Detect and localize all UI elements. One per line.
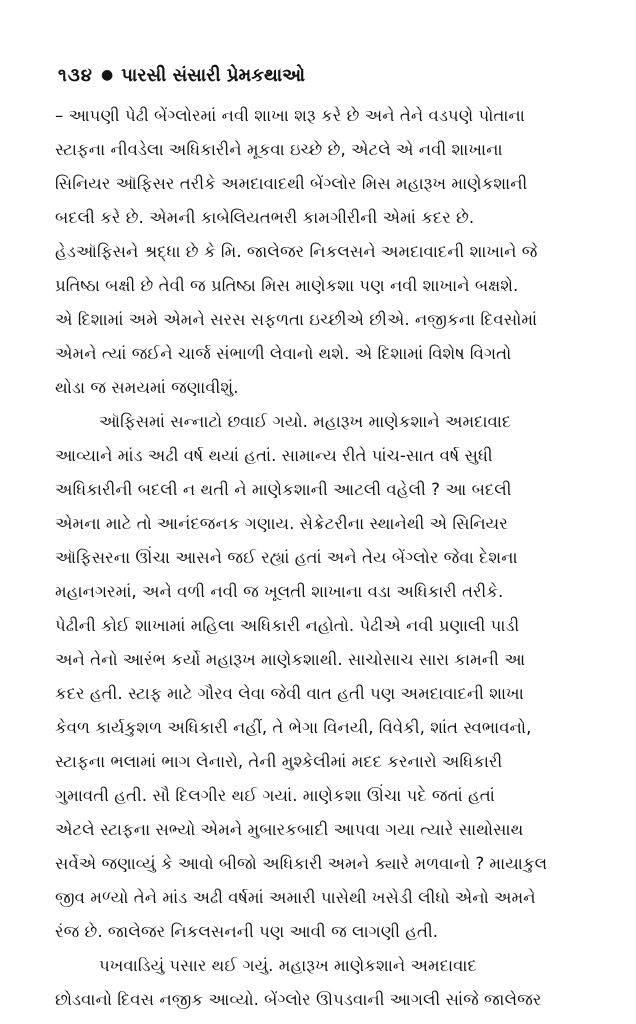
bullet-separator: ● [100, 67, 114, 83]
text-line: સિનિયર ઑફિસર તરીકે અમદાવાદથી બેંગ્લોર મિસ મહારૂખ માણેકશાની [55, 174, 528, 193]
text-line: એમને ત્યાં જઈને ચાર્જ સંભાળી લેવાનો થશે. એ દિશામાં વિશેષ વિગતો [55, 344, 512, 363]
text-line: અધિકારીની બદલી ન થતી ને માણેકશાની આટલી વહેલી ? આ બદલી [55, 480, 512, 499]
running-header [58, 60, 305, 90]
text-line: સ્ટાફના ભલામાં ભાગ લેનારો, તેની મુશ્કેલીમાં મદદ કરનારો અધિકારી [55, 752, 503, 771]
book-title: પારસી સંસારી પ્રેમકથાઓ [121, 64, 306, 86]
text-line: પખવાડિયું પસાર થઈ ગયું. મહારૂખ માણેકશાને અમદાવાદ [99, 956, 477, 975]
body-text [55, 99, 585, 1017]
text-line: ઑફિસમાં સન્નાટો છવાઈ ગયો. મહારૂખ માણેકશાને અમદાવાદ [99, 412, 512, 431]
text-line: ઑફિસરના ઊંચા આસને જઈ રહ્યાં હતાં અને તેય બેંગ્લોર જેવા દેશના [55, 548, 518, 567]
text-line: છોડવાનો દિવસ નજીક આવ્યો. બેંગ્લોર ઊપડવાની આગલી સાંજે જાલેજર [55, 990, 542, 1009]
text-line: રંજ છે. જાલેજર નિકલસનની પણ આવી જ લાગણી હતી. [55, 922, 439, 941]
text-line: બદલી કરે છે. એમની કાબેલિયતભરી કામગીરીની એમાં કદર છે. [55, 208, 475, 227]
text-line: ગુમાવતી હતી. સૌ દિલગીર થઈ ગયાં. માણેકશા ઊંચા પદે જતાં હતાં [55, 786, 495, 805]
text-line: એટલે સ્ટાફના સભ્યો એમને મુબારકબાદી આપવા ગયા ત્યારે સાથોસાથ [55, 820, 524, 839]
text-line: થોડા જ સમયમાં જણાવીશું. [55, 378, 239, 397]
text-line: અને તેનો આરંભ કર્યો મહારૂખ માણેકશાથી. સાચોસાચ સારા કામની આ [55, 650, 526, 669]
text-line: આવ્યાને માંડ અઢી વર્ષ થયાં હતાં. સામાન્ય રીતે પાંચ-સાત વર્ષ સુધી [55, 446, 493, 465]
text-line: હેડઑફિસને શ્રદ્ધા છે કે મિ. જાલેજર નિકલસને અમદાવાદની શાખાને જે [55, 242, 538, 261]
text-line: – આપણી પેઢી બેંગ્લોરમાં નવી શાખા શરૂ કરે છે અને તેને વડપણે પોતાના [55, 106, 525, 125]
page-number: ૧૩૪ [58, 64, 93, 86]
text-line: મહાનગરમાં, અને વળી નવી જ ખૂલતી શાખાના વડા અધિકારી તરીકે. [55, 582, 504, 601]
text-line: કદર હતી. સ્ટાફ માટે ગૌરવ લેવા જેવી વાત હતી પણ અમદાવાદની શાખા [55, 684, 524, 703]
text-line: સ્ટાફના નીવડેલા અધિકારીને મૂકવા ઇચ્છે છે, એટલે એ નવી શાખાના [55, 140, 503, 159]
text-line: કેવળ કાર્યકુશળ અધિકારી નહીં, તે ભેગા વિનયી, વિવેકી, શાંત સ્વભાવનો, [55, 718, 532, 737]
text-line: જીવ મળ્યો તેને માંડ અઢી વર્ષમાં અમારી પાસેથી ખસેડી લીધો એનો અમને [55, 888, 536, 907]
text-line: સર્વેએ જણાવ્યું કે આવો બીજો અધિકારી અમને ક્યારે મળવાનો ? માયાકુલ [55, 854, 548, 873]
text-line: એ દિશામાં અમે એમને સરસ સફળતા ઇચ્છીએ છીએ. નજીકના દિવસોમાં [55, 310, 538, 329]
text-line: પ્રતિષ્ઠા બક્ષી છે તેવી જ પ્રતિષ્ઠા મિસ માણેકશા પણ નવી શાખાને બક્ષશે. [55, 276, 519, 295]
text-line: એમના માટે તો આનંદજનક ગણાય. સેક્રેટરીના સ્થાનેથી એ સિનિયર [55, 514, 508, 533]
text-line: પેઢીની કોઈ શાખામાં મહિલા અધિકારી નહોતો. પેઢીએ નવી પ્રણાલી પાડી [55, 616, 520, 635]
